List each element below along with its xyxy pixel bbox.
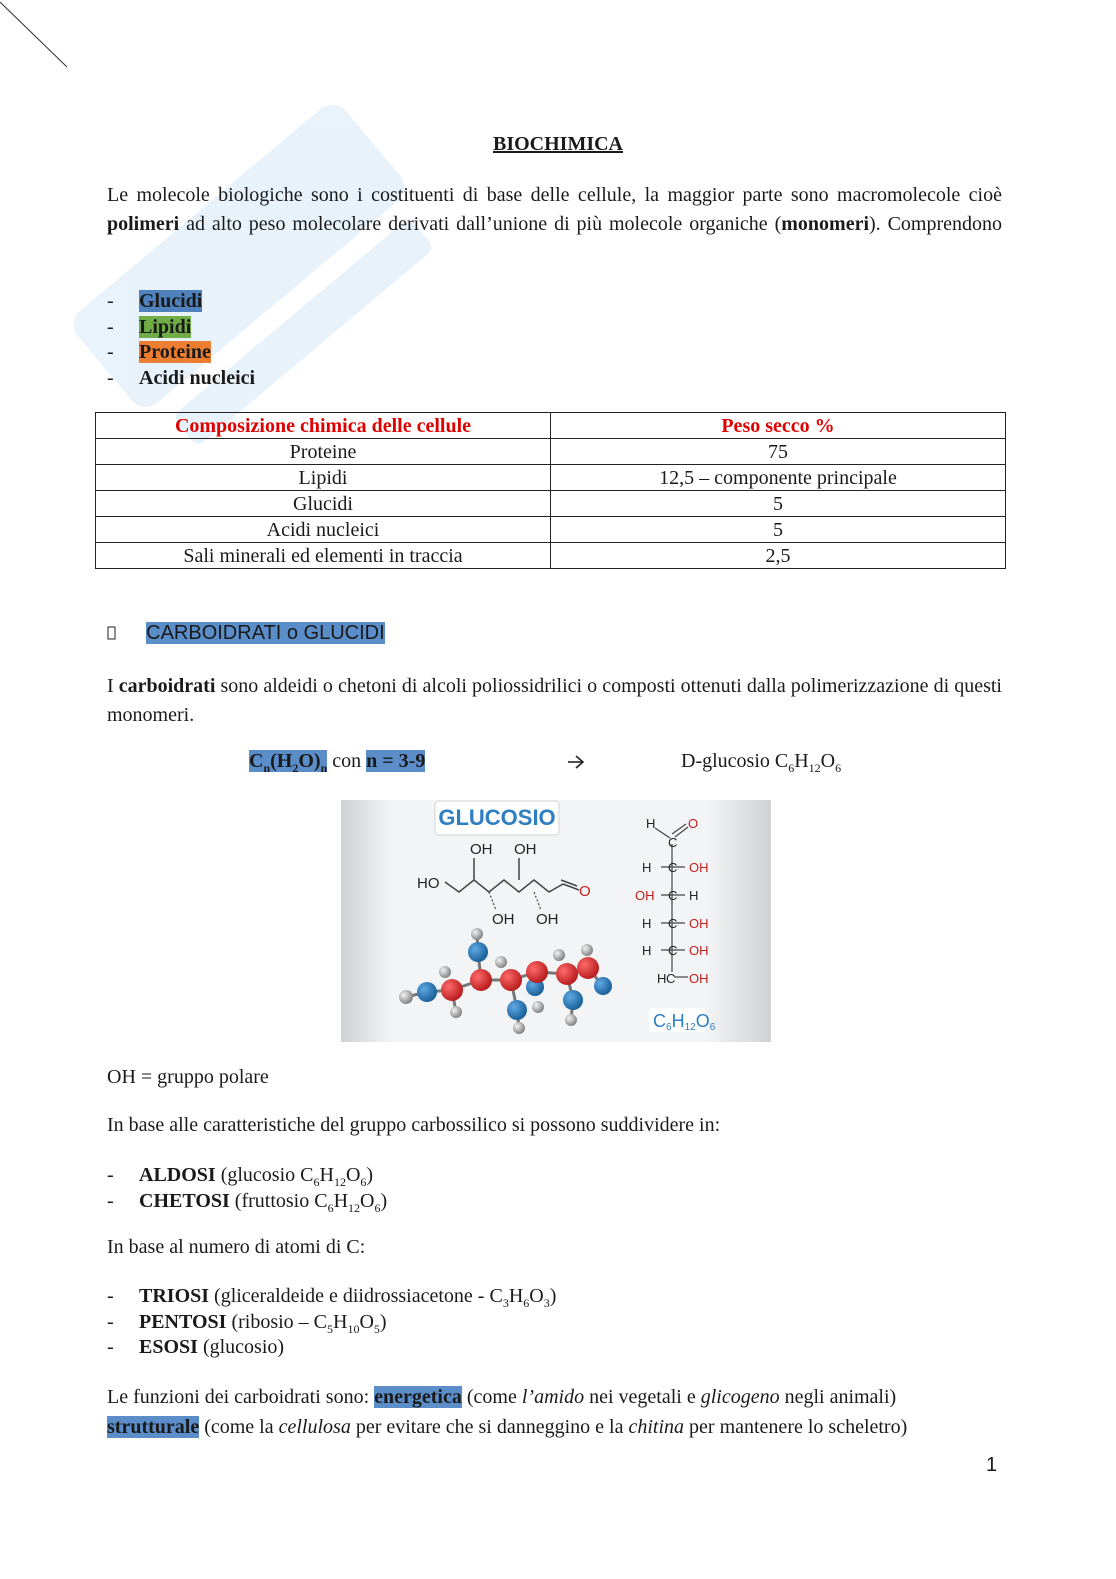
glucose-label-box bbox=[435, 801, 559, 835]
svg-text:C6H12O6: C6H12O6 bbox=[653, 1011, 716, 1033]
table-row bbox=[96, 517, 1006, 543]
section-heading bbox=[107, 622, 385, 645]
svg-text:H: H bbox=[642, 916, 652, 931]
svg-text:OH: OH bbox=[635, 888, 655, 903]
list-item: - PENTOSI (ribosio – $C_5H_{10}O_5$) bbox=[107, 1310, 387, 1336]
svg-text:OH: OH bbox=[689, 971, 709, 986]
svg-text:C: C bbox=[668, 943, 678, 958]
oh-note: OH = gruppo polare bbox=[107, 1066, 269, 1088]
table-header-cell: Composizione chimica delle cellule bbox=[96, 413, 551, 439]
glucose-formula: D-glucosio $C_6H_{12}O_6$ bbox=[681, 750, 842, 775]
list-item: - ESOSI (glucosio) bbox=[107, 1336, 285, 1358]
list-item: - Proteine bbox=[107, 341, 211, 363]
svg-text:C: C bbox=[666, 971, 676, 986]
table-row bbox=[96, 465, 1006, 491]
right-arrow-icon bbox=[566, 753, 586, 771]
section-title: CARBOIDRATI o GLUCIDI bbox=[146, 622, 385, 644]
table-cell: Proteine bbox=[96, 439, 551, 465]
corner-line bbox=[0, 0, 80, 80]
formula-row bbox=[0, 750, 1116, 780]
table-cell: Lipidi bbox=[96, 465, 551, 491]
svg-text:C: C bbox=[668, 888, 678, 903]
svg-text:OH: OH bbox=[689, 860, 709, 875]
svg-text:C: C bbox=[668, 860, 678, 875]
table-cell: Glucidi bbox=[96, 491, 551, 517]
figure-label: GLUCOSIO bbox=[438, 805, 556, 830]
table-cell: 5 bbox=[551, 491, 1006, 517]
intro-paragraph: Le molecole biologiche sono i costituenti di base delle cellule, la maggior parte sono macromolecole cioè polimeri ad alto peso molecolare derivati dall’unione di più molecole organiche (monomeri). Comprendono bbox=[107, 184, 1003, 235]
square-bullet-icon bbox=[107, 626, 117, 640]
table-row bbox=[96, 491, 1006, 517]
svg-text:C: C bbox=[668, 916, 678, 931]
svg-text:H: H bbox=[689, 888, 699, 903]
table-cell: Acidi nucleici bbox=[96, 517, 551, 543]
svg-text:H: H bbox=[642, 860, 652, 875]
carbon-intro: In base al numero di atomi di C: bbox=[107, 1236, 366, 1258]
biomolecule-list bbox=[107, 289, 255, 391]
list-item: - CHETOSI (fruttosio $C_6H_{12}O_6$) bbox=[107, 1189, 388, 1215]
glucose-figure bbox=[341, 800, 771, 1042]
svg-text:H: H bbox=[657, 971, 667, 986]
svg-text:H: H bbox=[642, 943, 652, 958]
table-header-row bbox=[96, 413, 1006, 439]
table-row bbox=[96, 439, 1006, 465]
table-cell: 2,5 bbox=[551, 543, 1006, 569]
table-cell: 12,5 – componente principale bbox=[551, 465, 1006, 491]
table-cell: 75 bbox=[551, 439, 1006, 465]
svg-text:HO: HO bbox=[417, 875, 440, 892]
figure-formula-badge bbox=[649, 1008, 716, 1033]
table-cell: 5 bbox=[551, 517, 1006, 543]
svg-text:C: C bbox=[668, 835, 678, 850]
carboxyl-list bbox=[107, 1163, 387, 1214]
svg-text:OH: OH bbox=[536, 911, 559, 928]
table-cell: Sali minerali ed elementi in traccia bbox=[96, 543, 551, 569]
list-item: - Acidi nucleici bbox=[107, 366, 256, 389]
table-header-cell: Peso secco % bbox=[551, 413, 1006, 439]
svg-text:O: O bbox=[579, 883, 591, 900]
page-title: BIOCHIMICA bbox=[492, 133, 623, 155]
svg-text:O: O bbox=[688, 816, 699, 831]
list-item: - ALDOSI (glucosio $C_6H_{12}O_6$) bbox=[107, 1164, 374, 1189]
svg-text:H: H bbox=[646, 816, 656, 831]
svg-text:OH: OH bbox=[689, 943, 709, 958]
svg-text:OH: OH bbox=[514, 841, 537, 858]
list-item: - Lipidi bbox=[107, 315, 192, 338]
page-number: 1 bbox=[986, 1454, 998, 1476]
list-item: - Glucidi bbox=[107, 290, 203, 312]
composition-table bbox=[95, 412, 1006, 569]
table-row bbox=[96, 543, 1006, 569]
carboxyl-intro: In base alle caratteristiche del gruppo carbossilico si possono suddividere in: bbox=[107, 1114, 721, 1136]
functions-paragraph: Le funzioni dei carboidrati sono: energetica (come l’amido nei vegetali e glicogeno negli animali) strutturale (come la cellulosa per evitare che si danneggino e la chitina per mantenere lo scheletro) bbox=[107, 1386, 908, 1438]
svg-text:OH: OH bbox=[492, 911, 515, 928]
svg-text:OH: OH bbox=[470, 841, 493, 858]
svg-text:OH: OH bbox=[689, 916, 709, 931]
list-item: - TRIOSI (gliceraldeide e diidrossiacetone - $C_3H_6O_3$) bbox=[107, 1285, 557, 1310]
general-formula: $C_n(H_2O)_n$ con n = 3-9 bbox=[249, 750, 426, 775]
carbohydrate-definition: I carboidrati sono aldeidi o chetoni di alcoli poliossidrilici o composti ottenuti dalla polimerizzazione di questi monomeri. bbox=[107, 675, 1002, 726]
carbon-list bbox=[107, 1284, 556, 1361]
